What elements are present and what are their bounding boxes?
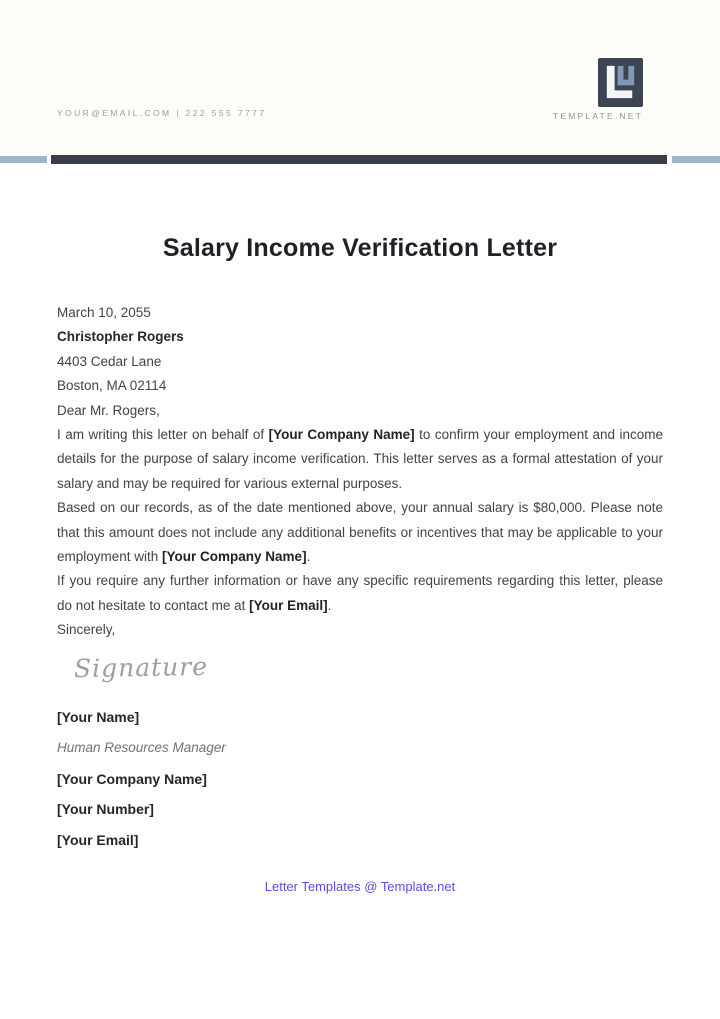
page-title: Salary Income Verification Letter — [162, 234, 558, 262]
divider-accent-right — [672, 156, 720, 163]
address-line-2: Boston, MA 02114 — [57, 378, 167, 394]
signer-job-title: Human Resources Manager — [57, 739, 226, 755]
divider-accent-left — [0, 156, 47, 163]
footer-link[interactable]: Letter Templates @ Template.net — [264, 879, 456, 894]
salutation: Dear Mr. Rogers, — [57, 402, 160, 418]
signer-email: [Your Email] — [57, 832, 139, 849]
signature-script: Signature — [73, 651, 209, 683]
brand-name: TEMPLATE.NET — [552, 111, 643, 121]
date-line: March 10, 2055 — [57, 305, 151, 320]
footer — [0, 878, 720, 896]
address-line-1: 4403 Cedar Lane — [57, 353, 162, 369]
paragraph-2: Based on our records, as of the date mentioned above, your annual salary is $80,000. Please note that this amount does not include any additional benefits or incentives that may be applicable to your employment with [Your Company Name]. — [57, 500, 663, 565]
paragraph-3: If you require any further information or have any specific requirements regarding this letter, please do not hesitate to contact me at [Your Email]. — [57, 573, 663, 613]
signer-company: [Your Company Name] — [57, 770, 207, 787]
lu-logo-icon — [598, 58, 643, 107]
paragraph-1: I am writing this letter on behalf of [Your Company Name] to confirm your employment and income details for the purpose of salary income verification. This letter serves as a formal attestation of your salary and may be required for various external purposes. — [57, 427, 663, 491]
closing: Sincerely, — [57, 622, 116, 638]
recipient-name: Christopher Rogers — [57, 329, 184, 345]
signer-block — [57, 702, 663, 856]
signer-name: [Your Name] — [57, 709, 140, 726]
signer-number: [Your Number] — [57, 801, 154, 818]
letterhead-contact: YOUR@EMAIL.COM | 222 555 7777 — [57, 108, 267, 118]
letter-body — [57, 301, 663, 856]
divider-bar — [51, 155, 667, 164]
